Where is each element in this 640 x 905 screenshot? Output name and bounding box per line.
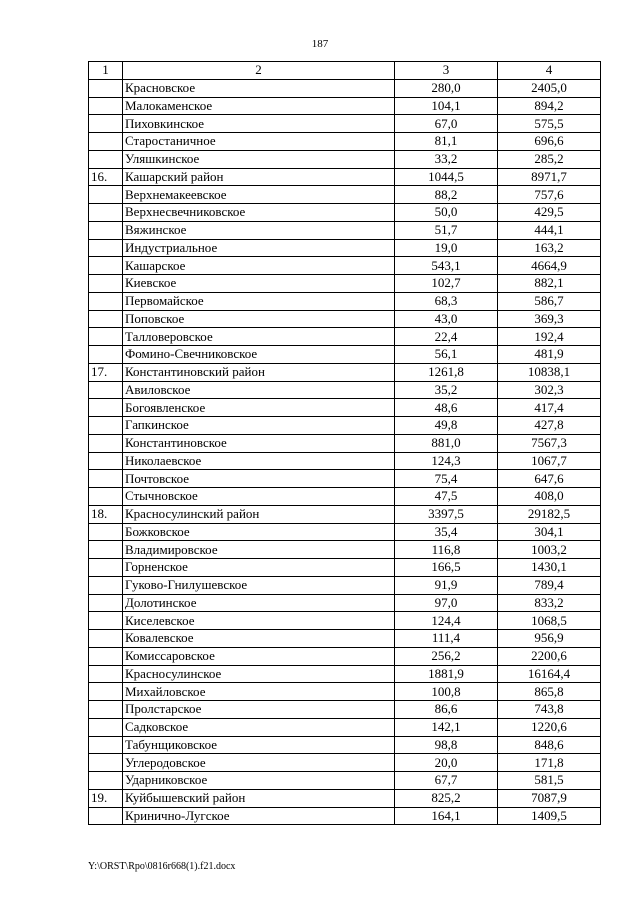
row-number-cell	[89, 150, 123, 168]
value-col-4-cell: 1068,5	[498, 612, 601, 630]
municipality-name-cell: Верхнесвечниковское	[123, 204, 395, 222]
value-col-4-cell: 4664,9	[498, 257, 601, 275]
table-row	[89, 79, 601, 97]
value-col-4-cell: 894,2	[498, 97, 601, 115]
table-row	[89, 576, 601, 594]
table-row	[89, 292, 601, 310]
municipality-name-cell: Вяжинское	[123, 221, 395, 239]
row-number-cell	[89, 523, 123, 541]
table-row	[89, 772, 601, 790]
value-col-4-cell: 2200,6	[498, 647, 601, 665]
row-number-cell	[89, 559, 123, 577]
value-col-3-cell: 97,0	[395, 594, 498, 612]
table-row	[89, 150, 601, 168]
value-col-3-cell: 22,4	[395, 328, 498, 346]
value-col-4-cell: 586,7	[498, 292, 601, 310]
value-col-3-cell: 116,8	[395, 541, 498, 559]
row-number-cell	[89, 275, 123, 293]
municipality-name-cell: Божковское	[123, 523, 395, 541]
value-col-3-cell: 825,2	[395, 789, 498, 807]
table-row	[89, 718, 601, 736]
municipality-name-cell: Долотинское	[123, 594, 395, 612]
value-col-3-cell: 35,4	[395, 523, 498, 541]
row-number-cell	[89, 683, 123, 701]
value-col-4-cell: 304,1	[498, 523, 601, 541]
municipality-name-cell: Фомино-Свечниковское	[123, 346, 395, 364]
row-number-cell	[89, 257, 123, 275]
value-col-4-cell: 743,8	[498, 701, 601, 719]
table-row	[89, 754, 601, 772]
row-number-cell	[89, 630, 123, 648]
header-col-4: 4	[498, 62, 601, 80]
footer-file-path: Y:\ORST\Rpo\0816r668(1).f21.docx	[88, 861, 236, 872]
value-col-4-cell: 1409,5	[498, 807, 601, 825]
municipality-name-cell: Гапкинское	[123, 417, 395, 435]
header-col-3: 3	[395, 62, 498, 80]
table-row	[89, 221, 601, 239]
municipality-name-cell: Индустриальное	[123, 239, 395, 257]
municipality-name-cell: Кринично-Лугское	[123, 807, 395, 825]
row-number-cell	[89, 346, 123, 364]
municipality-name-cell: Верхнемакеевское	[123, 186, 395, 204]
value-col-4-cell: 865,8	[498, 683, 601, 701]
row-number-cell	[89, 292, 123, 310]
municipality-name-cell: Красносулинский район	[123, 505, 395, 523]
value-col-4-cell: 696,6	[498, 133, 601, 151]
row-number-cell	[89, 328, 123, 346]
value-col-3-cell: 166,5	[395, 559, 498, 577]
table-row	[89, 204, 601, 222]
municipality-name-cell: Поповское	[123, 310, 395, 328]
municipality-name-cell: Пролстарское	[123, 701, 395, 719]
row-number-cell: 19.	[89, 789, 123, 807]
table-row	[89, 275, 601, 293]
table-row	[89, 488, 601, 506]
row-number-cell	[89, 541, 123, 559]
value-col-3-cell: 256,2	[395, 647, 498, 665]
value-col-3-cell: 33,2	[395, 150, 498, 168]
value-col-4-cell: 1430,1	[498, 559, 601, 577]
value-col-4-cell: 369,3	[498, 310, 601, 328]
table-row	[89, 541, 601, 559]
row-number-cell	[89, 647, 123, 665]
row-number-cell: 17.	[89, 363, 123, 381]
page-number: 187	[311, 38, 329, 50]
municipality-name-cell: Малокаменское	[123, 97, 395, 115]
municipality-name-cell: Садковское	[123, 718, 395, 736]
table-body	[89, 79, 601, 825]
table-row	[89, 133, 601, 151]
municipality-name-cell: Ковалевское	[123, 630, 395, 648]
table-row	[89, 665, 601, 683]
row-number-cell	[89, 612, 123, 630]
municipality-name-cell: Углеродовское	[123, 754, 395, 772]
municipality-name-cell: Константиновский район	[123, 363, 395, 381]
table-row	[89, 612, 601, 630]
value-col-4-cell: 647,6	[498, 470, 601, 488]
table-row	[89, 683, 601, 701]
municipality-name-cell: Почтовское	[123, 470, 395, 488]
municipality-name-cell: Горненское	[123, 559, 395, 577]
municipality-name-cell: Богоявленское	[123, 399, 395, 417]
value-col-4-cell: 581,5	[498, 772, 601, 790]
value-col-3-cell: 88,2	[395, 186, 498, 204]
value-col-3-cell: 49,8	[395, 417, 498, 435]
row-number-cell	[89, 186, 123, 204]
value-col-3-cell: 43,0	[395, 310, 498, 328]
table-row	[89, 310, 601, 328]
value-col-4-cell: 10838,1	[498, 363, 601, 381]
table-row	[89, 523, 601, 541]
table-row	[89, 381, 601, 399]
table-row	[89, 346, 601, 364]
row-number-cell	[89, 576, 123, 594]
value-col-4-cell: 427,8	[498, 417, 601, 435]
municipality-name-cell: Пиховкинское	[123, 115, 395, 133]
table-row	[89, 328, 601, 346]
row-number-cell	[89, 470, 123, 488]
value-col-4-cell: 163,2	[498, 239, 601, 257]
municipality-name-cell: Уляшкинское	[123, 150, 395, 168]
value-col-3-cell: 19,0	[395, 239, 498, 257]
row-number-cell	[89, 594, 123, 612]
value-col-4-cell: 302,3	[498, 381, 601, 399]
municipality-name-cell: Киселевское	[123, 612, 395, 630]
value-col-3-cell: 47,5	[395, 488, 498, 506]
table-row	[89, 594, 601, 612]
row-number-cell	[89, 417, 123, 435]
municipality-name-cell: Гуково-Гнилушевское	[123, 576, 395, 594]
table-row	[89, 470, 601, 488]
table-row	[89, 736, 601, 754]
municipality-name-cell: Ударниковское	[123, 772, 395, 790]
row-number-cell	[89, 204, 123, 222]
table-row	[89, 559, 601, 577]
header-col-1: 1	[89, 62, 123, 80]
value-col-3-cell: 51,7	[395, 221, 498, 239]
table-header-row	[89, 62, 601, 80]
municipality-name-cell: Красносулинское	[123, 665, 395, 683]
value-col-3-cell: 91,9	[395, 576, 498, 594]
municipality-name-cell: Табунщиковское	[123, 736, 395, 754]
value-col-4-cell: 444,1	[498, 221, 601, 239]
table-row	[89, 647, 601, 665]
table-row	[89, 434, 601, 452]
value-col-4-cell: 481,9	[498, 346, 601, 364]
table-row	[89, 417, 601, 435]
header-col-2: 2	[123, 62, 395, 80]
table-row	[89, 115, 601, 133]
value-col-3-cell: 124,3	[395, 452, 498, 470]
row-number-cell	[89, 97, 123, 115]
value-col-4-cell: 7567,3	[498, 434, 601, 452]
value-col-3-cell: 100,8	[395, 683, 498, 701]
table-row	[89, 505, 601, 523]
municipality-name-cell: Комиссаровское	[123, 647, 395, 665]
municipality-name-cell: Старостаничное	[123, 133, 395, 151]
value-col-4-cell: 429,5	[498, 204, 601, 222]
value-col-4-cell: 757,6	[498, 186, 601, 204]
row-number-cell	[89, 133, 123, 151]
municipality-name-cell: Первомайское	[123, 292, 395, 310]
table-row	[89, 789, 601, 807]
value-col-3-cell: 881,0	[395, 434, 498, 452]
row-number-cell	[89, 807, 123, 825]
value-col-4-cell: 171,8	[498, 754, 601, 772]
value-col-4-cell: 1220,6	[498, 718, 601, 736]
row-number-cell	[89, 79, 123, 97]
row-number-cell	[89, 718, 123, 736]
value-col-3-cell: 75,4	[395, 470, 498, 488]
value-col-3-cell: 35,2	[395, 381, 498, 399]
value-col-4-cell: 2405,0	[498, 79, 601, 97]
row-number-cell	[89, 221, 123, 239]
municipality-name-cell: Кашарский район	[123, 168, 395, 186]
value-col-3-cell: 1881,9	[395, 665, 498, 683]
row-number-cell	[89, 399, 123, 417]
value-col-4-cell: 1067,7	[498, 452, 601, 470]
value-col-4-cell: 1003,2	[498, 541, 601, 559]
value-col-3-cell: 48,6	[395, 399, 498, 417]
value-col-3-cell: 543,1	[395, 257, 498, 275]
municipality-name-cell: Владимировское	[123, 541, 395, 559]
municipality-name-cell: Талловеровское	[123, 328, 395, 346]
row-number-cell	[89, 452, 123, 470]
table-row	[89, 363, 601, 381]
value-col-4-cell: 16164,4	[498, 665, 601, 683]
value-col-3-cell: 68,3	[395, 292, 498, 310]
value-col-4-cell: 417,4	[498, 399, 601, 417]
value-col-3-cell: 280,0	[395, 79, 498, 97]
table-row	[89, 630, 601, 648]
value-col-3-cell: 1044,5	[395, 168, 498, 186]
value-col-3-cell: 104,1	[395, 97, 498, 115]
value-col-3-cell: 67,0	[395, 115, 498, 133]
value-col-4-cell: 848,6	[498, 736, 601, 754]
row-number-cell	[89, 310, 123, 328]
value-col-3-cell: 20,0	[395, 754, 498, 772]
table-row	[89, 452, 601, 470]
row-number-cell	[89, 665, 123, 683]
row-number-cell	[89, 701, 123, 719]
municipality-name-cell: Авиловское	[123, 381, 395, 399]
value-col-4-cell: 29182,5	[498, 505, 601, 523]
municipality-name-cell: Куйбышевский район	[123, 789, 395, 807]
municipality-name-cell: Красновское	[123, 79, 395, 97]
value-col-4-cell: 408,0	[498, 488, 601, 506]
value-col-4-cell: 8971,7	[498, 168, 601, 186]
value-col-3-cell: 111,4	[395, 630, 498, 648]
municipality-name-cell: Михайловское	[123, 683, 395, 701]
table-row	[89, 701, 601, 719]
value-col-3-cell: 164,1	[395, 807, 498, 825]
value-col-4-cell: 882,1	[498, 275, 601, 293]
value-col-3-cell: 56,1	[395, 346, 498, 364]
row-number-cell	[89, 736, 123, 754]
value-col-4-cell: 7087,9	[498, 789, 601, 807]
value-col-3-cell: 98,8	[395, 736, 498, 754]
row-number-cell	[89, 115, 123, 133]
row-number-cell: 16.	[89, 168, 123, 186]
data-table	[88, 61, 601, 825]
value-col-3-cell: 86,6	[395, 701, 498, 719]
value-col-3-cell: 50,0	[395, 204, 498, 222]
row-number-cell: 18.	[89, 505, 123, 523]
table-row	[89, 399, 601, 417]
row-number-cell	[89, 772, 123, 790]
row-number-cell	[89, 488, 123, 506]
row-number-cell	[89, 239, 123, 257]
municipality-name-cell: Киевское	[123, 275, 395, 293]
table-row	[89, 186, 601, 204]
value-col-4-cell: 833,2	[498, 594, 601, 612]
value-col-4-cell: 285,2	[498, 150, 601, 168]
value-col-3-cell: 124,4	[395, 612, 498, 630]
table-row	[89, 239, 601, 257]
municipality-name-cell: Николаевское	[123, 452, 395, 470]
table-row	[89, 807, 601, 825]
value-col-3-cell: 67,7	[395, 772, 498, 790]
value-col-4-cell: 789,4	[498, 576, 601, 594]
value-col-3-cell: 1261,8	[395, 363, 498, 381]
value-col-3-cell: 102,7	[395, 275, 498, 293]
value-col-4-cell: 575,5	[498, 115, 601, 133]
value-col-3-cell: 3397,5	[395, 505, 498, 523]
municipality-name-cell: Стычновское	[123, 488, 395, 506]
value-col-3-cell: 81,1	[395, 133, 498, 151]
value-col-4-cell: 956,9	[498, 630, 601, 648]
value-col-4-cell: 192,4	[498, 328, 601, 346]
table-row	[89, 257, 601, 275]
municipality-name-cell: Константиновское	[123, 434, 395, 452]
row-number-cell	[89, 381, 123, 399]
table-row	[89, 168, 601, 186]
row-number-cell	[89, 434, 123, 452]
table-row	[89, 97, 601, 115]
municipality-name-cell: Кашарское	[123, 257, 395, 275]
value-col-3-cell: 142,1	[395, 718, 498, 736]
row-number-cell	[89, 754, 123, 772]
